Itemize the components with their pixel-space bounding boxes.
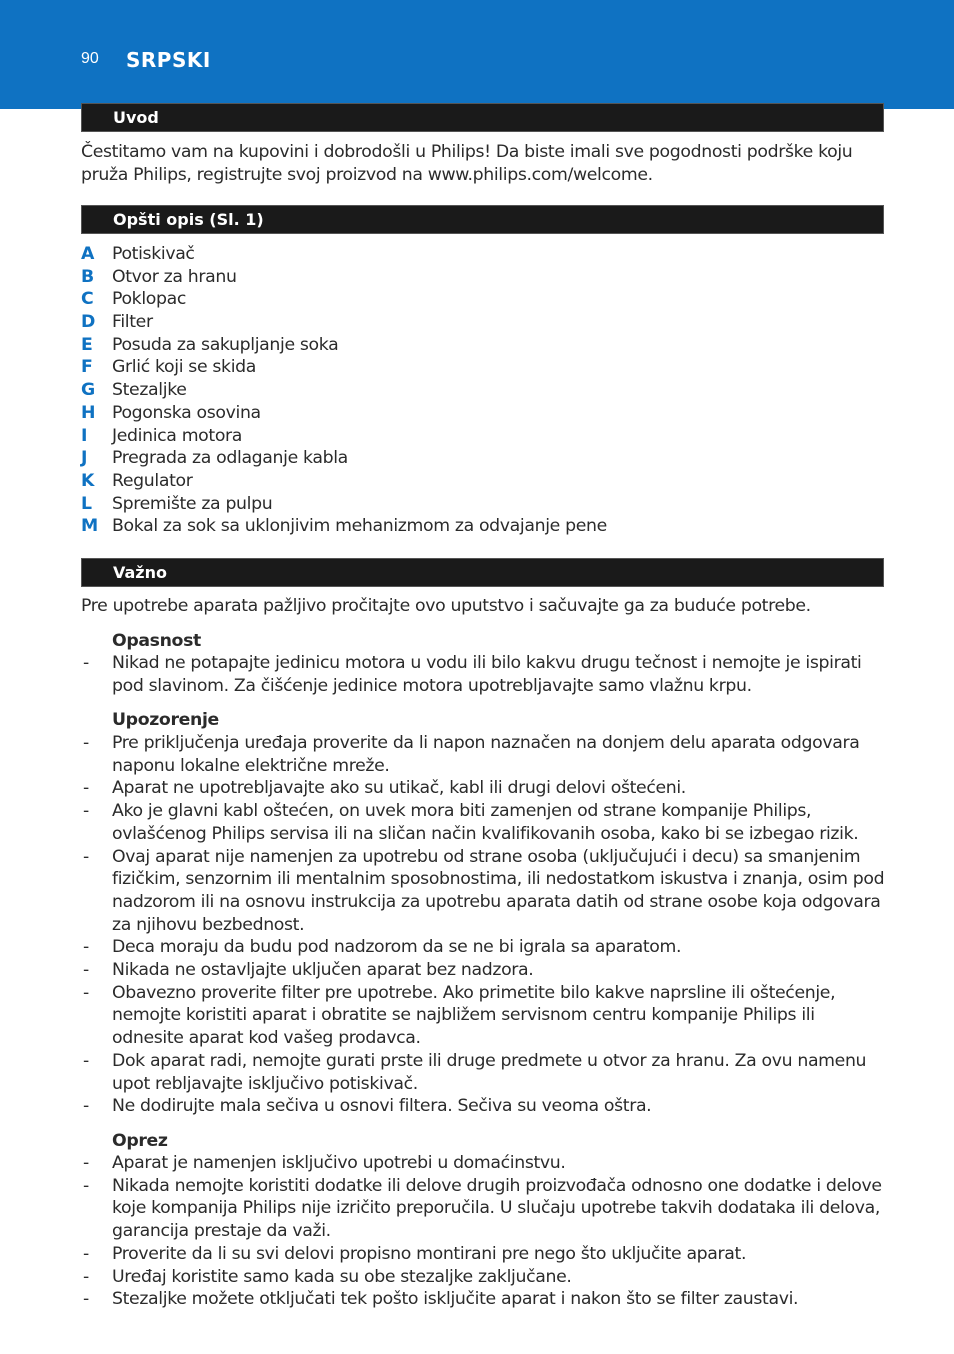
list-item: [81, 732, 886, 777]
warning-heading: Upozorenje: [112, 710, 219, 730]
list-item-text: Ako je glavni kabl oštećen, on uvek mora biti zamenjen od strane kompanije Philips, ovlašćenog Philips servisa ili na sličan način kvalifikovanih osoba, kako bi se izbegao rizik.: [112, 801, 859, 844]
list-item: [81, 959, 886, 982]
bullet-dash: -: [83, 1243, 89, 1264]
part-item: [81, 515, 886, 538]
bullet-dash: -: [83, 1153, 89, 1173]
section-header-uvod: [81, 103, 884, 132]
list-item-text: Nikad ne potapajte jedinicu motora u vodu ili bilo kakvu drugu tečnost i nemojte je ispirati pod slavinom. Za čišćenje jedinice motora upotrebljavajte samo vlažnu krpu.: [112, 653, 862, 696]
part-label: Bokal za sok sa uklonjivim mehanizmom za odvajanje pene: [112, 516, 607, 537]
list-item-text: Aparat ne upotrebljavajte ako su utikač, kabl ili drugi delovi oštećeni.: [112, 778, 686, 799]
bullet-dash: -: [83, 801, 89, 822]
part-letter: D: [81, 312, 95, 333]
bullet-dash: -: [83, 1266, 89, 1287]
list-item: [81, 1095, 886, 1118]
important-intro: Pre upotrebe aparata pažljivo pročitajte ovo uputstvo i sačuvajte ga za buduće potrebe.: [81, 596, 811, 616]
danger-list: [81, 652, 886, 697]
list-item: [81, 1050, 886, 1095]
part-letter: G: [81, 380, 95, 401]
part-label: Otvor za hranu: [112, 266, 237, 287]
part-label: Potiskivač: [112, 244, 195, 264]
caution-list: [81, 1152, 886, 1311]
part-letter: H: [81, 402, 96, 423]
section-header-opis: [81, 205, 884, 234]
page-number: 90: [81, 50, 99, 67]
bullet-dash: -: [83, 846, 89, 867]
list-item: [81, 652, 886, 697]
part-letter: F: [81, 357, 93, 378]
bullet-dash: -: [83, 1175, 89, 1196]
list-item: [81, 800, 886, 845]
part-item: [81, 402, 886, 425]
bullet-dash: -: [83, 1050, 89, 1071]
part-letter: J: [81, 448, 88, 469]
list-item-text: Obavezno proverite filter pre upotrebe. Ako primetite bilo kakve naprsline ili oštećenje, nemojte koristiti aparat i obratite se najbližem servisnom centru kompanije Philips ili odnesite aparat kod vašeg prodavca.: [112, 982, 836, 1049]
list-item-text: Deca moraju da budu pod nadzorom da se ne bi igrala sa aparatom.: [112, 937, 682, 958]
part-label: Jedinica motora: [112, 425, 243, 446]
list-item-text: Nikada nemojte koristiti dodatke ili delove drugih proizvođača odnosno one dodatke i delove koje kompanija Philips nije izričito preporučila. U slučaju upotrebe takvih dodataka ili delova, garancija prestaje da važi.: [112, 1175, 882, 1242]
list-item-text: Pre priključenja uređaja proverite da li napon naznačen na donjem delu aparata odgovara naponu lokalne električne mreže.: [112, 733, 860, 776]
part-letter: E: [81, 334, 93, 355]
list-item: [81, 982, 886, 1050]
intro-paragraph: Čestitamo vam na kupovini i dobrodošli u Philips! Da biste imali sve pogodnosti podrške koju pruža Philips, registrujte svoj proizvod na www.philips.com/welcome.: [81, 142, 853, 185]
list-item-text: Dok aparat radi, nemojte gurati prste ili druge predmete u otvor za hranu. Za ovu namenu upot rebljavajte isključivo potiskivač.: [112, 1050, 867, 1094]
list-item-text: Ne dodirujte mala sečiva u osnovi filtera. Sečiva su veoma oštra.: [112, 1096, 652, 1117]
list-item-text: Aparat je namenjen isključivo upotrebi u domaćinstvu.: [112, 1153, 566, 1173]
list-item: [81, 777, 886, 800]
language-title: SRPSKI: [126, 48, 211, 72]
list-item: [81, 1152, 886, 1175]
part-item: [81, 447, 886, 470]
bullet-dash: -: [83, 982, 89, 1003]
section-title: Uvod: [113, 108, 159, 127]
warning-list: [81, 732, 886, 1118]
part-letter: L: [81, 493, 92, 514]
list-item-text: Proverite da li su svi delovi propisno montirani pre nego što uključite aparat.: [112, 1243, 747, 1264]
part-label: Pogonska osovina: [112, 402, 261, 423]
list-item-text: Ovaj aparat nije namenjen za upotrebu od strane osoba (uključujući i decu) sa smanjenim fizičkim, senzornim ili mentalnim sposobnostima, ili nedostatkom iskustva i znanja, osim pod nadzorom ili na osnovu instrukcija za upotrebu aparata datih od strane osobe koja odgovara za njihovu bezbednost.: [112, 846, 885, 935]
caution-heading: Oprez: [112, 1131, 168, 1151]
section-header-vazno: [81, 558, 884, 587]
part-item: [81, 425, 886, 448]
part-label: Filter: [112, 312, 153, 333]
section-title: Važno: [113, 563, 167, 582]
bullet-dash: -: [83, 733, 89, 753]
list-item: [81, 846, 886, 937]
part-label: Pregrada za odlaganje kabla: [112, 448, 348, 469]
part-letter: A: [81, 244, 95, 264]
bullet-dash: -: [83, 653, 89, 673]
bullet-dash: -: [83, 1289, 89, 1310]
part-label: Grlić koji se skida: [112, 357, 257, 378]
part-item: [81, 334, 886, 357]
part-letter: B: [81, 266, 94, 287]
part-letter: M: [81, 516, 98, 537]
list-item: [81, 1266, 886, 1289]
part-item: [81, 311, 886, 334]
bullet-dash: -: [83, 778, 89, 799]
part-label: Posuda za sakupljanje soka: [112, 334, 339, 355]
bullet-dash: -: [83, 960, 89, 981]
list-item: [81, 936, 886, 959]
list-item-text: Uređaj koristite samo kada su obe stezaljke zaključane.: [112, 1266, 572, 1287]
part-label: Stezaljke: [112, 380, 187, 401]
parts-list: [81, 243, 886, 538]
part-item: [81, 288, 886, 311]
part-label: Regulator: [112, 470, 193, 491]
part-letter: C: [81, 289, 94, 310]
part-item: [81, 356, 886, 379]
list-item-text: Stezaljke možete otključati tek pošto isključite aparat i nakon što se filter zaustavi.: [112, 1289, 799, 1310]
part-item: [81, 266, 886, 289]
part-label: Spremište za pulpu: [112, 493, 273, 514]
danger-heading: Opasnost: [112, 631, 201, 651]
list-item: [81, 1288, 886, 1311]
bullet-dash: -: [83, 937, 89, 958]
part-item: [81, 493, 886, 516]
part-item: [81, 243, 886, 266]
section-title: Opšti opis (Sl. 1): [113, 210, 264, 229]
list-item: [81, 1243, 886, 1266]
list-item: [81, 1175, 886, 1243]
page-header-bar: [0, 0, 954, 109]
part-letter: I: [81, 425, 88, 446]
list-item-text: Nikada ne ostavljajte uključen aparat bez nadzora.: [112, 960, 534, 981]
part-letter: K: [81, 470, 95, 491]
part-item: [81, 470, 886, 493]
bullet-dash: -: [83, 1096, 89, 1117]
part-label: Poklopac: [112, 289, 187, 310]
part-item: [81, 379, 886, 402]
